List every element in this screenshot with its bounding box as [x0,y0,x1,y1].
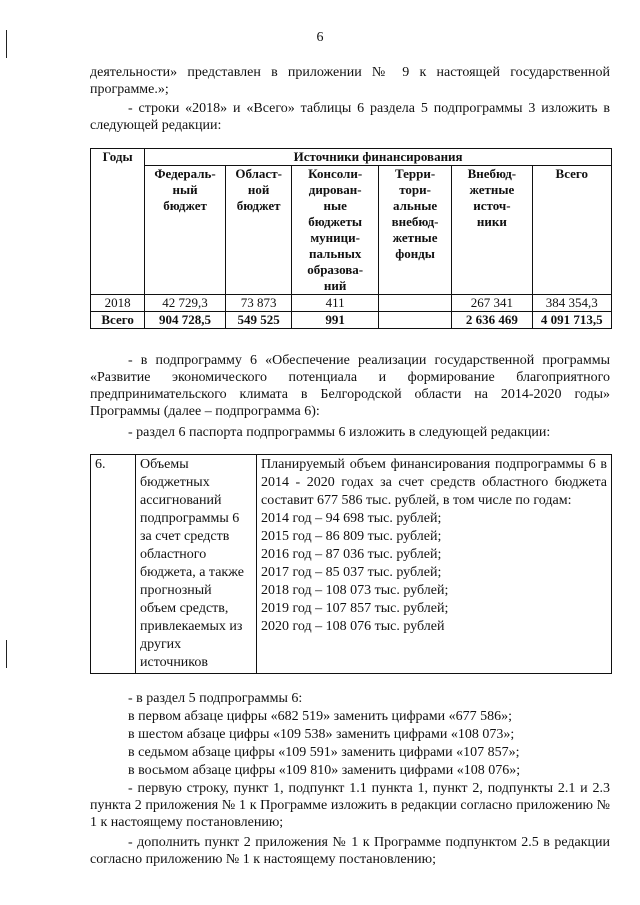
year-amount: 2014 год – 94 698 тыс. рублей; [261,511,442,526]
table-cell: 549 525 [225,312,292,329]
passport-row-number: 6. [91,455,136,674]
bottom-line-3: в шестом абзаце цифры «109 538» заменить цифрами «108 073»; [128,727,515,742]
table-cell: 267 341 [452,295,532,312]
label-line: источников [140,655,209,670]
row-year: 2018 [91,295,145,312]
label-line: бюджетных [140,475,210,490]
bottom-line-5: в восьмом абзаце цифры «109 810» заменить цифрами «108 076»; [128,763,521,778]
year-amount: 2016 год – 87 036 тыс. рублей; [261,547,442,562]
sub-header-2: Консоли- дирован- ные бюджеты муници- пальных образова- ний [292,166,379,295]
label-line: подпрограммы 6 [140,511,240,526]
sub-header-4: Внебюд- жетные источ- ники [452,166,532,295]
passport-row-label [136,455,257,674]
table-cell [378,295,451,312]
table-cell: 991 [292,312,379,329]
table-cell: 42 729,3 [145,295,226,312]
header-sources: Источники финансирования [145,149,612,166]
bottom-line-4: в седьмом абзаце цифры «109 591» заменить цифрами «107 857»; [128,745,520,760]
label-line: ассигнований [140,493,222,508]
year-amount: 2018 год – 108 073 тыс. рублей; [261,583,449,598]
sub-header-1: Област- ной бюджет [225,166,292,295]
table-cell: 904 728,5 [145,312,226,329]
sub-header-5: Всего [532,166,611,295]
table-cell: 4 091 713,5 [532,312,611,329]
label-line: привлекаемых из [140,619,243,634]
passport-row-content [257,455,612,674]
table-cell: 2 636 469 [452,312,532,329]
table-cell: 411 [292,295,379,312]
scan-edge-mark [6,640,7,668]
year-amount: 2017 год – 85 037 тыс. рублей; [261,565,442,580]
table-cell [378,312,451,329]
label-line: за счет средств [140,529,230,544]
bottom-line-2: в первом абзаце цифры «682 519» заменить цифрами «677 586»; [128,709,512,724]
label-line: других [140,637,182,652]
table-cell: 384 354,3 [532,295,611,312]
bottom-paragraph-6: - первую строку, пункт 1, подпункт 1.1 пункта 1, пункт 2, подпункты 2.1 и 2.3 пункта 2 приложения № 1 к Программе изложить в редакции согласно приложению № 1 к настоящему постановлению; [90,781,610,830]
sub-header-0: Федераль- ный бюджет [145,166,226,295]
intro-paragraph-2: - строки «2018» и «Всего» таблицы 6 раздела 5 подпрограммы 3 изложить в следующей редакции: [90,101,610,133]
bottom-line-1: - в раздел 5 подпрограммы 6: [128,691,303,706]
label-line: объем средств, [140,601,229,616]
passport-table [90,454,612,674]
year-amount: 2019 год – 107 857 тыс. рублей; [261,601,449,616]
financing-intro: Планируемый объем финансирования подпрограммы 6 в 2014 - 2020 годах за счет средств областного бюджета составит 677 586 тыс. рублей, в том числе по годам: [261,457,607,508]
sub-header-3: Терри- тори- альные внебюд- жетные фонды [378,166,451,295]
header-years: Годы [91,149,145,295]
label-line: Объемы [140,457,189,472]
subprogram-6-paragraph: - в подпрограмму 6 «Обеспечение реализации государственной программы «Развитие экономического потенциала и формирование благоприятного предпринимательского климата в Белгородской области на 2014-2020 годы» Программы (далее – подпрограмма 6): [90,353,610,419]
table-cell: 73 873 [225,295,292,312]
label-line: бюджета, а также [140,565,244,580]
year-amount: 2015 год – 86 809 тыс. рублей; [261,529,442,544]
intro-paragraph-1: деятельности» представлен в приложении № 9 к настоящей государственной программе.»; [90,65,610,97]
bottom-paragraph-7: - дополнить пункт 2 приложения № 1 к Программе подпунктом 2.5 в редакции согласно приложению № 1 к настоящему постановлению; [90,835,610,867]
section-6-paragraph: - раздел 6 паспорта подпрограммы 6 изложить в следующей редакции: [128,425,551,440]
year-amount: 2020 год – 108 076 тыс. рублей [261,619,445,634]
page-number: 6 [316,30,324,45]
financing-table [90,148,612,329]
label-line: областного [140,547,207,562]
row-year: Всего [91,312,145,329]
label-line: прогнозный [140,583,212,598]
